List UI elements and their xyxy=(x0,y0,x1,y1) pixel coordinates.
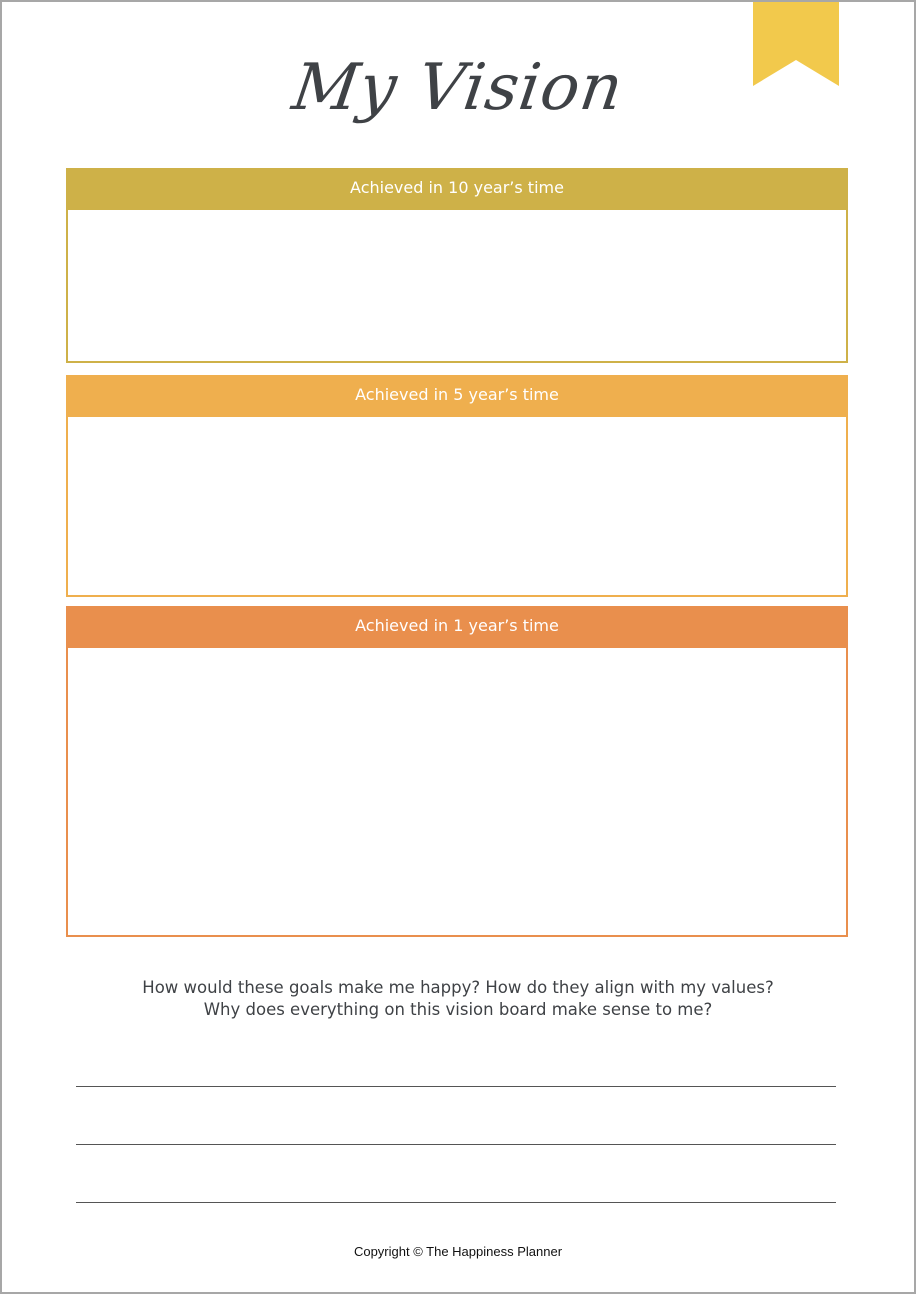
writing-box-5-years[interactable] xyxy=(66,417,848,597)
question-line-1: How would these goals make me happy? How do they align with my values? xyxy=(142,978,774,997)
page-title: My Vision xyxy=(287,51,629,125)
section-header-10-years: Achieved in 10 year’s time xyxy=(66,168,848,210)
section-1-year xyxy=(66,606,848,937)
writing-box-10-years[interactable] xyxy=(66,210,848,363)
reflection-question xyxy=(2,977,914,1021)
writing-line-2[interactable] xyxy=(76,1144,836,1145)
copyright-footer: Copyright © The Happiness Planner xyxy=(353,1244,563,1259)
section-header-1-year: Achieved in 1 year’s time xyxy=(66,606,848,648)
question-line-2: Why does everything on this vision board make sense to me? xyxy=(203,1000,713,1019)
section-10-years xyxy=(66,168,848,363)
writing-line-3[interactable] xyxy=(76,1202,836,1203)
writing-box-1-year[interactable] xyxy=(66,648,848,937)
section-header-5-years: Achieved in 5 year’s time xyxy=(66,375,848,417)
section-5-years xyxy=(66,375,848,597)
writing-line-1[interactable] xyxy=(76,1086,836,1087)
